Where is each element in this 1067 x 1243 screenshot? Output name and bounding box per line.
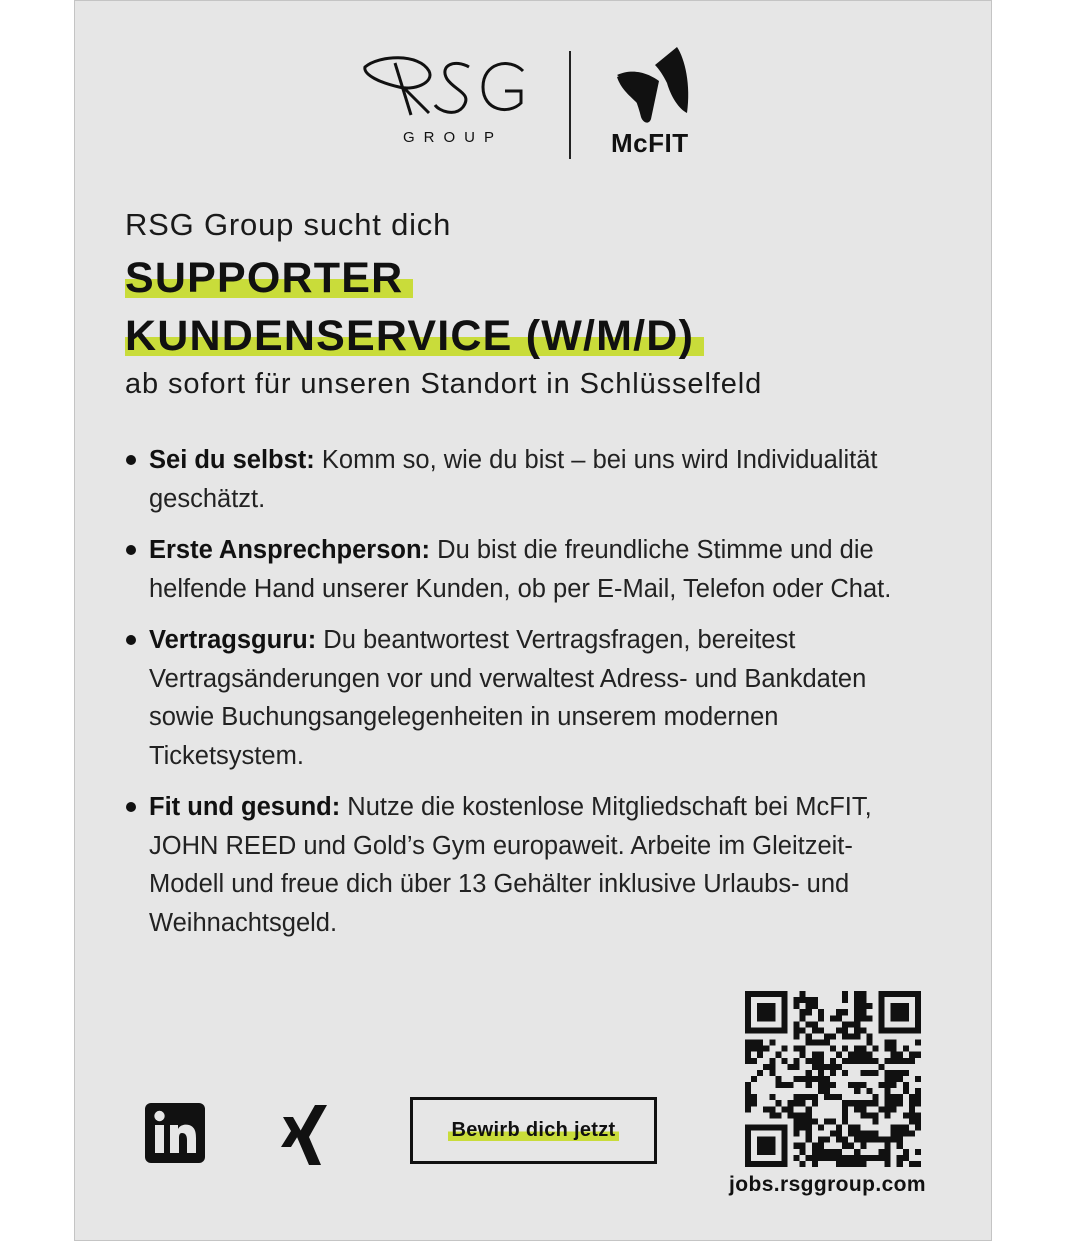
logo-divider xyxy=(569,51,571,159)
job-posting-card xyxy=(74,0,992,1241)
mcfit-logo-mark xyxy=(615,45,695,129)
bullet-text: Nutze die kostenlose Mitgliedschaft bei McFIT, JOHN REED und Gold’s Gym europaweit. Arbeite im Gleitzeit-Modell und freue dich über 13 Gehälter inklusive Urlaubs- und Weihnachtsgeld. xyxy=(149,793,872,937)
list-item xyxy=(123,788,913,942)
apply-button-label: Bewirb dich jetzt xyxy=(448,1119,618,1142)
jobs-url-link[interactable]: jobs.rsggroup.com xyxy=(729,1173,926,1196)
bullet-lead: Fit und gesund: xyxy=(149,793,341,821)
mcfit-logo-text: McFIT xyxy=(611,128,689,158)
bullet-lead: Vertragsguru: xyxy=(149,626,317,654)
bullet-dot-icon xyxy=(126,545,136,555)
rsg-logo-subtext: GROUP xyxy=(403,129,504,146)
xing-icon[interactable] xyxy=(281,1105,333,1165)
job-title-line-1: SUPPORTER xyxy=(125,253,413,303)
apply-button[interactable] xyxy=(410,1097,657,1164)
bullet-dot-icon xyxy=(126,635,136,645)
mcfit-logo xyxy=(611,45,701,159)
bullet-text: Du beantwortest Vertragsfragen, bereitest Vertragsänderungen vor und verwaltest Adress- und Bankdaten sowie Buchungsangelegenheiten in unserem modernen Ticketsystem. xyxy=(149,626,867,770)
benefits-list xyxy=(123,441,913,955)
bullet-lead: Erste Ansprechperson: xyxy=(149,536,431,564)
list-item xyxy=(123,621,913,775)
qr-code-icon[interactable] xyxy=(745,991,921,1167)
bullet-dot-icon xyxy=(126,455,136,465)
linkedin-icon[interactable] xyxy=(145,1103,205,1163)
bullet-text: Du bist die freundliche Stimme und die helfende Hand unserer Kunden, ob per E-Mail, Telefon oder Chat. xyxy=(149,536,892,603)
list-item xyxy=(123,531,913,608)
bullet-lead: Sei du selbst: xyxy=(149,446,315,474)
rsg-group-logo xyxy=(359,53,531,149)
list-item xyxy=(123,441,913,518)
rsg-logo-mark xyxy=(359,53,531,125)
intro-text: RSG Group sucht dich xyxy=(125,207,452,242)
bullet-text: Komm so, wie du bist – bei uns wird Individualität geschätzt. xyxy=(149,446,878,513)
bullet-dot-icon xyxy=(126,802,136,812)
job-title-line-2: KUNDENSERVICE (W/M/D) xyxy=(125,311,704,361)
location-subtitle: ab sofort für unseren Standort in Schlüsselfeld xyxy=(125,368,763,400)
